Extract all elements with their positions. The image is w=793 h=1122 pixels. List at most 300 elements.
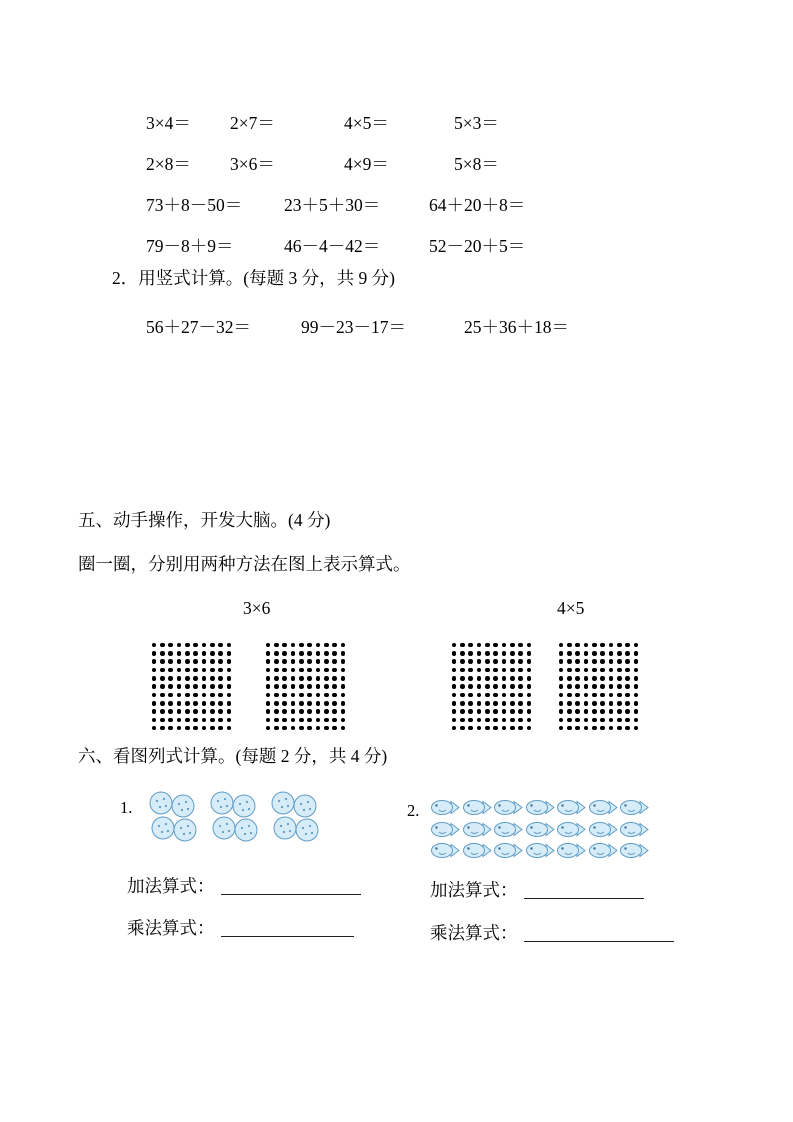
dot — [218, 643, 223, 648]
dot — [468, 693, 473, 698]
dot — [218, 668, 223, 673]
fish-icon — [619, 797, 650, 818]
dot — [193, 651, 198, 656]
math-problem: 99－23－17＝ — [301, 317, 406, 337]
dot — [160, 709, 165, 714]
dot — [477, 643, 482, 648]
dot — [291, 718, 296, 723]
dot — [567, 693, 572, 698]
dot — [485, 701, 490, 706]
dot — [266, 676, 271, 681]
dot — [518, 709, 523, 714]
dot — [227, 693, 232, 698]
dot — [266, 651, 271, 656]
dot — [617, 726, 622, 731]
dot — [510, 651, 515, 656]
dot — [584, 701, 589, 706]
dot — [210, 701, 215, 706]
dot — [291, 651, 296, 656]
dot — [274, 684, 279, 689]
dot-grid — [264, 641, 347, 732]
dot — [227, 709, 232, 714]
dot — [299, 718, 304, 723]
dot — [468, 709, 473, 714]
dot — [332, 718, 337, 723]
dot — [617, 718, 622, 723]
dot — [575, 676, 580, 681]
dot — [493, 668, 498, 673]
dot — [291, 693, 296, 698]
section6-title: 六、看图列式计算。(每题 2 分，共 4 分) — [78, 746, 388, 766]
dot — [584, 668, 589, 673]
flower-clusters-picture — [146, 789, 322, 851]
dot — [185, 668, 190, 673]
dot — [477, 659, 482, 664]
dot — [160, 718, 165, 723]
dot — [477, 718, 482, 723]
dot — [493, 726, 498, 731]
dot — [567, 701, 572, 706]
dot — [185, 709, 190, 714]
dot — [527, 651, 532, 656]
dot — [307, 709, 312, 714]
dot — [341, 659, 346, 664]
dot — [493, 693, 498, 698]
dot — [559, 643, 564, 648]
dot — [527, 709, 532, 714]
dot — [510, 718, 515, 723]
fish-icon — [588, 840, 619, 861]
dot — [152, 709, 157, 714]
dot — [600, 668, 605, 673]
dot — [299, 668, 304, 673]
dot — [617, 693, 622, 698]
dot — [168, 676, 173, 681]
dot — [307, 643, 312, 648]
dot — [559, 718, 564, 723]
dot — [168, 668, 173, 673]
dot — [210, 718, 215, 723]
dot — [567, 684, 572, 689]
dot — [332, 659, 337, 664]
dot — [559, 676, 564, 681]
dot — [316, 668, 321, 673]
dot — [168, 651, 173, 656]
dot — [185, 701, 190, 706]
dot — [160, 684, 165, 689]
dot — [299, 726, 304, 731]
dot — [227, 701, 232, 706]
dot — [307, 676, 312, 681]
dot — [218, 718, 223, 723]
dot — [185, 659, 190, 664]
dot — [202, 701, 207, 706]
dot — [160, 726, 165, 731]
dot — [485, 659, 490, 664]
dot — [227, 718, 232, 723]
dot — [177, 726, 182, 731]
dot — [274, 659, 279, 664]
dot — [282, 668, 287, 673]
dot — [299, 693, 304, 698]
dot — [460, 718, 465, 723]
dot — [493, 718, 498, 723]
dot — [291, 643, 296, 648]
dot — [341, 726, 346, 731]
dot — [600, 718, 605, 723]
dot — [567, 726, 572, 731]
dot — [567, 676, 572, 681]
dot — [282, 726, 287, 731]
dot — [592, 718, 597, 723]
answer-blank-line — [524, 926, 674, 942]
dot — [510, 668, 515, 673]
oral-row — [146, 143, 525, 184]
dot — [510, 684, 515, 689]
dot — [193, 643, 198, 648]
dot — [324, 709, 329, 714]
dot — [559, 726, 564, 731]
dot — [510, 659, 515, 664]
dot — [609, 726, 614, 731]
dot — [274, 651, 279, 656]
dot — [559, 684, 564, 689]
dot — [266, 693, 271, 698]
dot — [332, 709, 337, 714]
dot — [160, 643, 165, 648]
section5-title: 五、动手操作，开发大脑。(4 分) — [78, 510, 331, 530]
dot — [567, 651, 572, 656]
dot — [625, 643, 630, 648]
dot — [185, 676, 190, 681]
dot — [584, 643, 589, 648]
dot — [291, 668, 296, 673]
dot — [460, 668, 465, 673]
dot — [452, 643, 457, 648]
dot — [307, 693, 312, 698]
dot-grid — [150, 641, 233, 732]
section5-instruction: 圈一圈，分别用两种方法在图上表示算式。 — [78, 554, 411, 574]
dot — [307, 718, 312, 723]
dot — [193, 668, 198, 673]
dot — [527, 693, 532, 698]
dot — [609, 718, 614, 723]
dot — [341, 718, 346, 723]
dot — [575, 659, 580, 664]
dot — [527, 668, 532, 673]
dot — [177, 709, 182, 714]
fish-icon — [493, 797, 524, 818]
dot — [600, 709, 605, 714]
dot — [341, 668, 346, 673]
dot — [274, 643, 279, 648]
math-problem: 56＋27－32＝ — [146, 317, 251, 337]
dot — [460, 709, 465, 714]
dot — [460, 701, 465, 706]
dot — [324, 701, 329, 706]
dot — [592, 651, 597, 656]
math-problem: 52－20＋5＝ — [429, 236, 526, 256]
item1-number: 1. — [120, 798, 133, 817]
dot — [160, 651, 165, 656]
dot — [584, 676, 589, 681]
dot — [485, 726, 490, 731]
dot — [559, 701, 564, 706]
dot — [210, 693, 215, 698]
dot — [600, 643, 605, 648]
dot — [584, 693, 589, 698]
dot — [218, 709, 223, 714]
item1-multiplication-answer — [127, 920, 354, 938]
dot — [160, 668, 165, 673]
dot — [291, 709, 296, 714]
fish-icon — [588, 797, 619, 818]
dot — [152, 701, 157, 706]
dot — [152, 668, 157, 673]
dot — [307, 726, 312, 731]
fish-icon — [430, 797, 461, 818]
dot — [493, 651, 498, 656]
dot — [299, 659, 304, 664]
dot — [202, 709, 207, 714]
dot — [282, 693, 287, 698]
dot — [202, 684, 207, 689]
dot — [527, 643, 532, 648]
dot — [282, 651, 287, 656]
dot — [625, 651, 630, 656]
dot — [227, 651, 232, 656]
dot — [316, 676, 321, 681]
dot — [316, 651, 321, 656]
dot — [634, 693, 639, 698]
dot — [559, 693, 564, 698]
dot — [575, 701, 580, 706]
dot — [460, 684, 465, 689]
dot — [634, 659, 639, 664]
dot — [625, 684, 630, 689]
dot — [477, 651, 482, 656]
dot — [282, 684, 287, 689]
dot — [625, 701, 630, 706]
dot — [210, 643, 215, 648]
dot — [502, 701, 507, 706]
dot — [567, 718, 572, 723]
dot — [518, 684, 523, 689]
oral-row — [146, 225, 525, 266]
dot — [291, 676, 296, 681]
dot — [617, 701, 622, 706]
dot — [266, 643, 271, 648]
dot — [510, 726, 515, 731]
dot — [202, 668, 207, 673]
answer-blank-line — [221, 879, 361, 895]
dot — [177, 693, 182, 698]
dot — [316, 718, 321, 723]
dot — [210, 651, 215, 656]
dot — [177, 701, 182, 706]
dot — [575, 643, 580, 648]
dot — [452, 726, 457, 731]
dot — [493, 684, 498, 689]
dot — [332, 701, 337, 706]
dot — [502, 668, 507, 673]
fish-icon — [525, 819, 556, 840]
item2-number: 2. — [407, 801, 420, 820]
dot — [575, 718, 580, 723]
fish-icon — [525, 840, 556, 861]
dot — [168, 701, 173, 706]
dot — [452, 693, 457, 698]
dot — [485, 693, 490, 698]
dot — [452, 718, 457, 723]
dot — [168, 684, 173, 689]
dot — [477, 676, 482, 681]
dot — [177, 651, 182, 656]
fish-icon — [525, 797, 556, 818]
dot — [592, 676, 597, 681]
dot — [609, 659, 614, 664]
dot — [518, 668, 523, 673]
dot — [266, 726, 271, 731]
dot — [266, 718, 271, 723]
dot — [493, 701, 498, 706]
dot — [625, 659, 630, 664]
answer-blank-line — [221, 921, 354, 937]
dot — [307, 651, 312, 656]
dot — [324, 684, 329, 689]
dot — [460, 693, 465, 698]
dot — [634, 651, 639, 656]
dot — [634, 668, 639, 673]
dot — [316, 659, 321, 664]
item1-addition-answer — [127, 878, 361, 896]
dot — [332, 726, 337, 731]
dot — [341, 676, 346, 681]
dot — [152, 693, 157, 698]
dot — [266, 709, 271, 714]
dot — [324, 668, 329, 673]
dot — [502, 651, 507, 656]
dot — [152, 651, 157, 656]
dot — [316, 709, 321, 714]
fish-icon — [462, 797, 493, 818]
dot — [332, 684, 337, 689]
dot — [218, 693, 223, 698]
dot — [493, 659, 498, 664]
dot — [227, 668, 232, 673]
dot — [617, 684, 622, 689]
dot — [332, 668, 337, 673]
dot — [625, 718, 630, 723]
dot — [527, 684, 532, 689]
dot — [468, 726, 473, 731]
dot — [600, 684, 605, 689]
dot — [218, 684, 223, 689]
multiplication-label: 乘法算式： — [430, 923, 518, 943]
dot — [493, 643, 498, 648]
dot — [210, 726, 215, 731]
dot — [625, 693, 630, 698]
math-problem: 4×9＝ — [344, 154, 389, 174]
dot — [227, 684, 232, 689]
dot — [282, 659, 287, 664]
dot — [609, 701, 614, 706]
dot — [559, 709, 564, 714]
dot — [210, 676, 215, 681]
fish-icon — [556, 840, 587, 861]
addition-label: 加法算式： — [430, 880, 518, 900]
dot — [160, 659, 165, 664]
dot — [600, 651, 605, 656]
dot — [510, 643, 515, 648]
dot — [177, 643, 182, 648]
dot — [468, 643, 473, 648]
dot — [193, 693, 198, 698]
dot — [210, 684, 215, 689]
dot — [152, 643, 157, 648]
dot — [324, 643, 329, 648]
dot — [452, 651, 457, 656]
dot — [485, 676, 490, 681]
dot — [609, 693, 614, 698]
dot — [600, 693, 605, 698]
dot — [266, 684, 271, 689]
dot — [527, 718, 532, 723]
dot — [185, 693, 190, 698]
dot — [324, 718, 329, 723]
dot — [185, 726, 190, 731]
dot — [617, 668, 622, 673]
dot — [634, 684, 639, 689]
dot — [152, 718, 157, 723]
dot — [592, 668, 597, 673]
dot — [575, 709, 580, 714]
dot — [600, 726, 605, 731]
dot — [502, 693, 507, 698]
dot — [324, 676, 329, 681]
dot — [609, 668, 614, 673]
dot — [218, 701, 223, 706]
dot — [168, 643, 173, 648]
dot — [452, 659, 457, 664]
dot — [575, 684, 580, 689]
dot — [460, 651, 465, 656]
dot — [193, 709, 198, 714]
dot — [160, 676, 165, 681]
dot — [477, 726, 482, 731]
dot — [324, 726, 329, 731]
dot — [634, 676, 639, 681]
dot — [559, 651, 564, 656]
dot — [324, 693, 329, 698]
dot — [152, 684, 157, 689]
fish-icon — [493, 840, 524, 861]
dot — [518, 643, 523, 648]
dot — [210, 659, 215, 664]
fish-icon — [619, 840, 650, 861]
dot — [518, 726, 523, 731]
dot — [202, 693, 207, 698]
dot — [177, 676, 182, 681]
dot — [227, 726, 232, 731]
dot — [485, 668, 490, 673]
dot — [452, 668, 457, 673]
math-problem: 5×8＝ — [454, 154, 499, 174]
dot — [468, 659, 473, 664]
fish-rows-picture — [430, 797, 651, 862]
dot — [152, 676, 157, 681]
fish-icon — [462, 840, 493, 861]
